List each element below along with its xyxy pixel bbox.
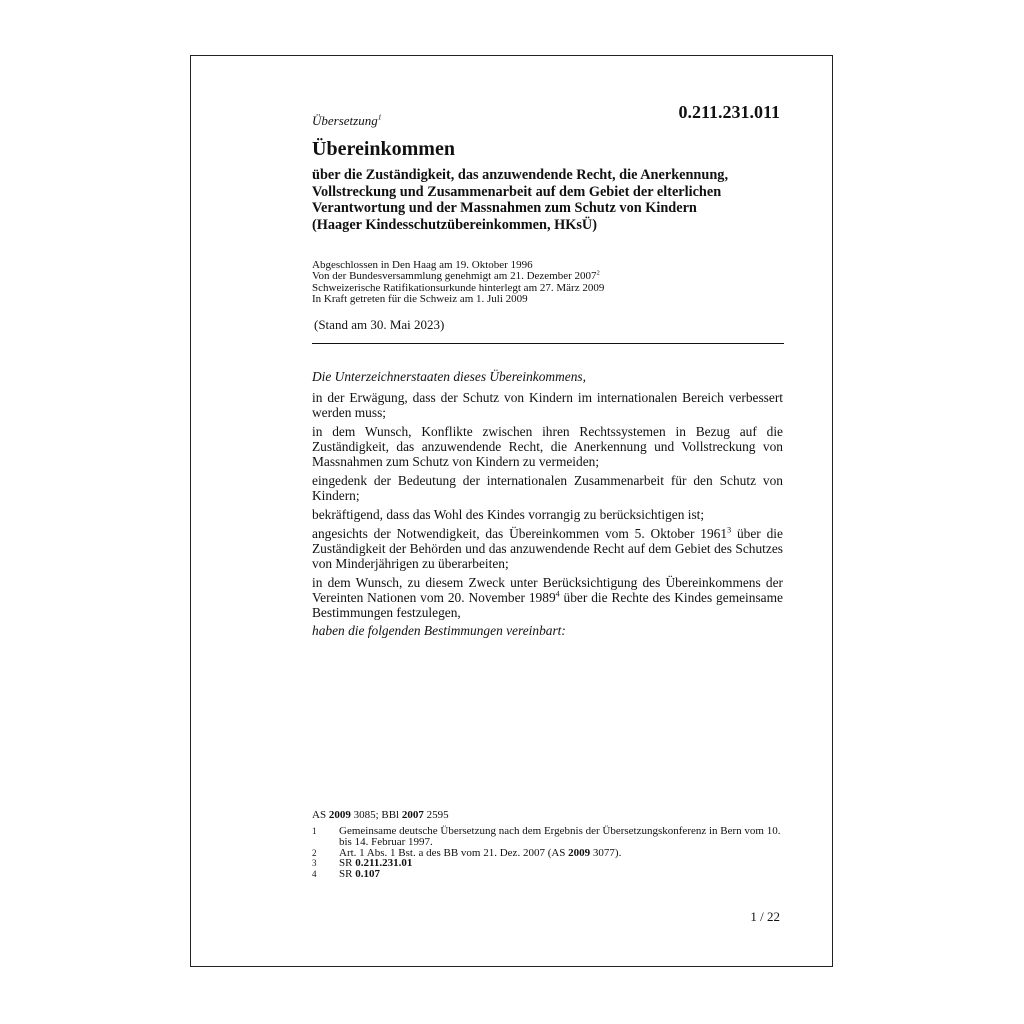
divider [312, 343, 784, 344]
translation-label: Übersetzung$^1$ [312, 112, 382, 128]
sr-link[interactable]: 0.211.231.01 [355, 857, 413, 870]
preamble-intro: Die Unterzeichnerstaaten dieses Übereinkommens, [312, 369, 586, 384]
document-metadata [312, 260, 604, 305]
footnote-ref-3[interactable]: 3 [727, 525, 732, 535]
footnote: 2 Art. 1 Abs. 1 Bst. a des BB vom 21. Dez. 2007 (AS 2009 3077). [312, 846, 622, 859]
footnotes [312, 826, 784, 880]
preamble-paragraph: in der Erwägung, dass der Schutz von Kindern im internationalen Bereich verbessert werden muss; [312, 390, 783, 420]
footnote: 1 Gemeinsame deutsche Übersetzung nach dem Ergebnis der Übersetzungskonferenz in Bern vom 10. bis 14. Februar 1997. [312, 825, 781, 848]
preamble [312, 369, 783, 642]
document-subtitle: über die Zuständigkeit, das anzuwendende Recht, die Anerkennung, Vollstreckung und Zusammenarbeit auf dem Gebiet der elterlichen Verantwortung und der Massnahmen zum Schutz von Kindern (Haager Kindesschutzübereinkommen, HKsÜ) [312, 167, 729, 233]
preamble-closing: haben die folgenden Bestimmungen vereinbart: [312, 623, 566, 638]
preamble-paragraph: in dem Wunsch, Konflikte zwischen ihren Rechtssystemen in Bezug auf die Zuständigkeit, das anzuwendende Recht, die Anerkennung und Vollstreckung von Massnahmen zum Schutz von Kindern zu vermeiden; [312, 424, 783, 469]
sr-link[interactable]: 0.107 [355, 868, 380, 881]
preamble-paragraph: bekräftigend, dass das Wohl des Kindes vorrangig zu berücksichtigen ist; [312, 507, 705, 522]
sr-number: 0.211.231.011 [678, 102, 780, 122]
footnote-ref-4[interactable]: 4 [555, 589, 560, 599]
approved-date: Von der Bundesversammlung genehmigt am 21. Dezember 2007$^2$ [312, 269, 600, 283]
document-title: Übereinkommen [312, 138, 455, 160]
footnote-ref-2[interactable]: 2 [596, 269, 600, 277]
footnote-ref-1[interactable]: 1 [377, 112, 382, 122]
concluded-date: Abgeschlossen in Den Haag am 19. Oktober 1996 [312, 259, 533, 271]
stand-date: (Stand am 30. Mai 2023) [314, 317, 445, 332]
preamble-paragraph: angesichts der Notwendigkeit, das Übereinkommen vom 5. Oktober 1961$^3$ über die Zuständigkeit der Behörden und das anzuwendende Recht auf dem Gebiet des Schutzes von Minderjährigen zu überarbeiten; [312, 525, 783, 571]
footnote: 4 SR 0.107 [312, 868, 380, 881]
in-force-date: In Kraft getreten für die Schweiz am 1. Juli 2009 [312, 292, 528, 305]
preamble-paragraph: in dem Wunsch, zu diesem Zweck unter Berücksichtigung des Übereinkommens der Vereinten Nationen vom 20. November 1989$^4$ über die Rechte des Kindes gemeinsame Bestimmungen festzulegen, [312, 575, 783, 620]
source-reference: AS 2009 3085; BBl 2007 2595 [312, 809, 449, 821]
footnote: 3 SR 0.211.231.01 [312, 857, 413, 870]
document-page [190, 55, 833, 967]
preamble-paragraph: eingedenk der Bedeutung der internationalen Zusammenarbeit für den Schutz von Kindern; [312, 473, 783, 503]
ratification-date: Schweizerische Ratifikationsurkunde hinterlegt am 27. März 2009 [312, 281, 605, 294]
page-number: 1 / 22 [750, 909, 780, 924]
